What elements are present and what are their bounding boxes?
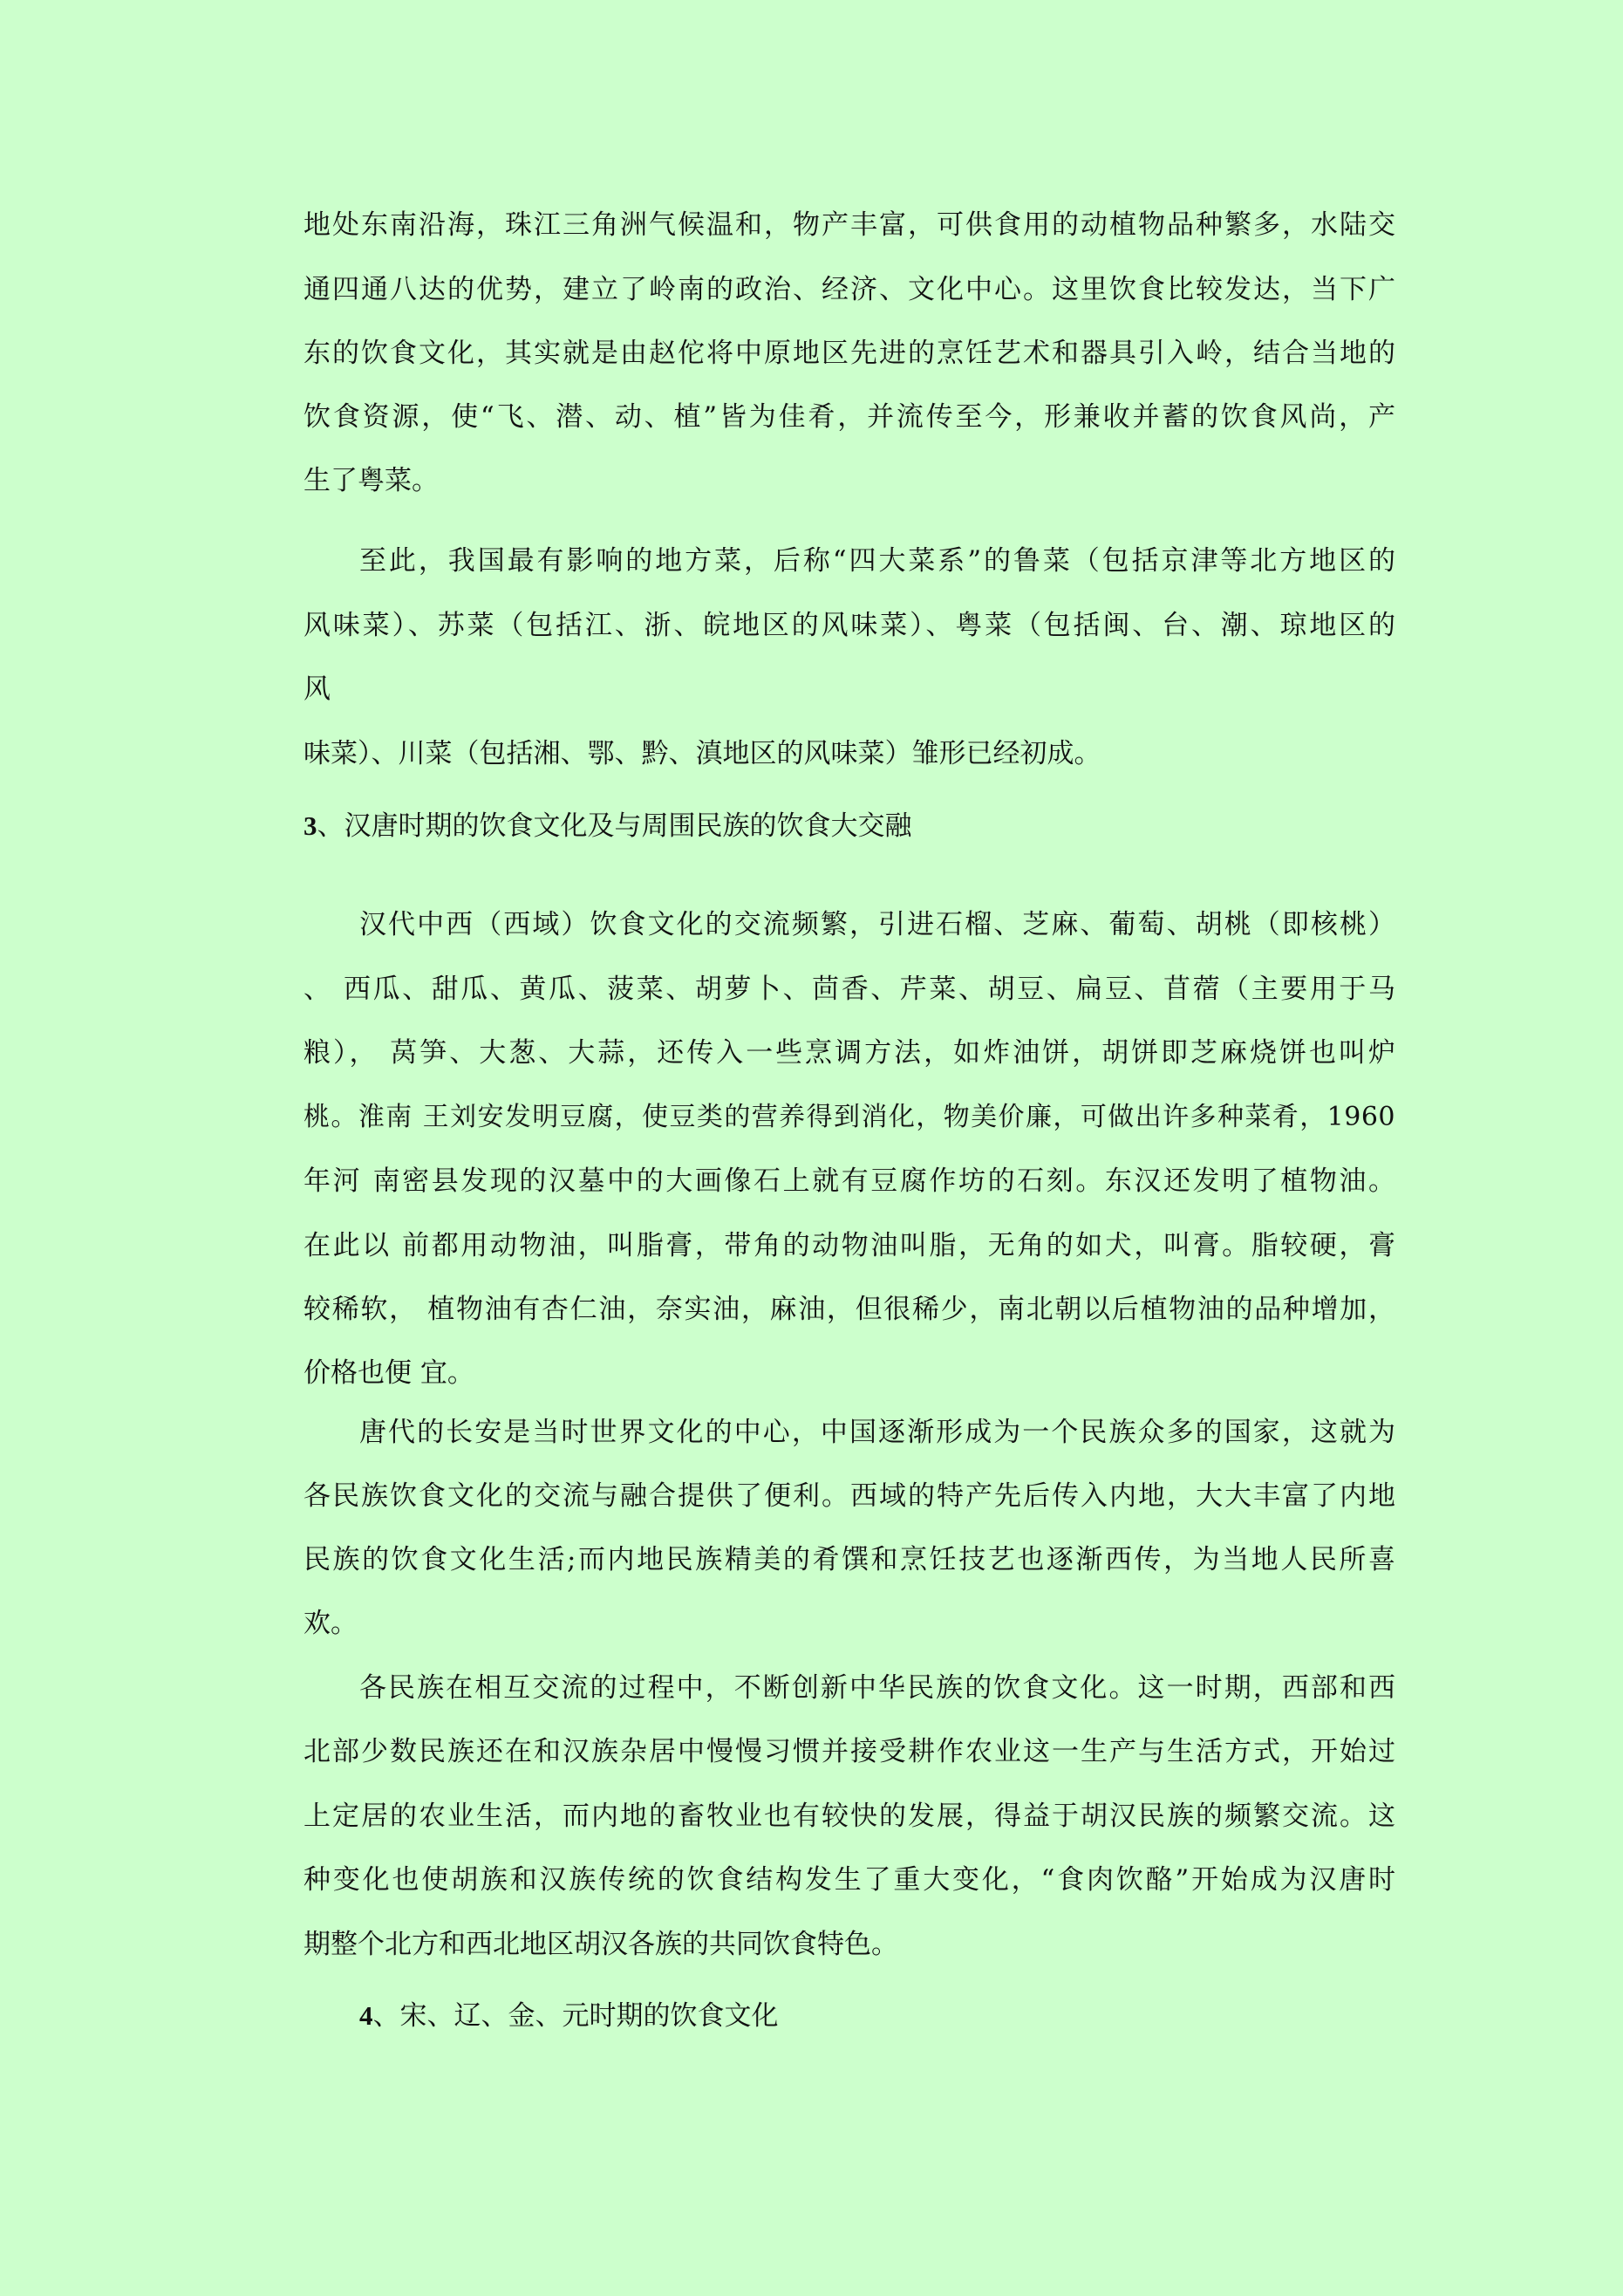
text-line: 价格也便 宜。 <box>303 1357 474 1389</box>
text-line: 在此以 前都用动物油，叫脂膏，带角的动物油叫脂，无角的如犬，叫膏。脂较硬，膏 <box>303 1230 1395 1261</box>
text-line: 种变化也使胡族和汉族传统的饮食结构发生了重大变化，“食肉饮酪”开始成为汉唐时 <box>303 1864 1395 1896</box>
text-line: 北部少数民族还在和汉族杂居中慢慢习惯并接受耕作农业这一生产与生活方式，开始过 <box>303 1736 1395 1767</box>
text-line: 唐代的长安是当时世界文化的中心，中国逐渐形成为一个民族众多的国家，这就为 <box>359 1417 1395 1448</box>
text-line: 汉代中西（西域）饮食文化的交流频繁，引进石榴、芝麻、葡萄、胡桃（即核桃） <box>359 909 1395 940</box>
heading-text: 、宋、辽、金、元时期的饮食文化 <box>372 2000 779 2032</box>
section-heading-4 <box>359 1999 779 2033</box>
heading-number: 4 <box>359 2000 373 2031</box>
text-line: 桃。淮南 王刘安发明豆腐，使豆类的营养得到消化，物美价廉，可做出许多种菜肴，1960 <box>303 1102 1395 1132</box>
text-line: 各民族在相互交流的过程中，不断创新中华民族的饮食文化。这一时期，西部和西 <box>359 1672 1395 1704</box>
text-line: 通四通八达的优势，建立了岭南的政治、经济、文化中心。这里饮食比较发达，当下广 <box>303 274 1395 305</box>
text-line: 风 <box>303 673 331 705</box>
text-line: 风味菜）、苏菜（包括江、浙、皖地区的风味菜）、粤菜（包括闽、台、潮、琼地区的 <box>303 610 1395 641</box>
heading-text: 、汉唐时期的饮食文化及与周围民族的饮食大交融 <box>317 810 912 842</box>
text-line: 上定居的农业生活，而内地的畜牧业也有较快的发展，得益于胡汉民族的频繁交流。这 <box>303 1801 1395 1832</box>
text-line: 、 西瓜、甜瓜、黄瓜、菠菜、胡萝卜、茴香、芹菜、胡豆、扁豆、苜蓿（主要用于马 <box>303 974 1395 1005</box>
text-line: 年河 南密县发现的汉墓中的大画像石上就有豆腐作坊的石刻。东汉还发明了植物油。 <box>303 1165 1395 1197</box>
text-line: 期整个北方和西北地区胡汉各族的共同饮食特色。 <box>303 1929 898 1960</box>
text-line: 生了粤菜。 <box>303 465 439 496</box>
text-line: 欢。 <box>303 1608 358 1639</box>
text-line: 饮食资源，使“飞、潜、动、植”皆为佳肴，并流传至今，形兼收并蓄的饮食风尚，产 <box>303 401 1395 433</box>
text-line: 味菜）、川菜（包括湘、鄂、黔、滇地区的风味菜）雏形已经初成。 <box>303 738 1101 769</box>
text-line: 地处东南沿海，珠江三角洲气候温和，物产丰富，可供食用的动植物品种繁多，水陆交 <box>303 209 1395 241</box>
text-line: 东的饮食文化，其实就是由赵佗将中原地区先进的烹饪艺术和器具引入岭，结合当地的 <box>303 338 1395 369</box>
text-line: 粮）， 莴笋、大葱、大蒜，还传入一些烹调方法，如炸油饼，胡饼即芝麻烧饼也叫炉 <box>303 1037 1395 1069</box>
text-line: 民族的饮食文化生活;而内地民族精美的肴馔和烹饪技艺也逐渐西传，为当地人民所喜 <box>303 1544 1395 1575</box>
text-line: 各民族饮食文化的交流与融合提供了便利。西域的特产先后传入内地，大大丰富了内地 <box>303 1480 1395 1512</box>
text-line: 较稀软， 植物油有杏仁油，奈实油，麻油，但很稀少，南北朝以后植物油的品种增加， <box>303 1294 1395 1325</box>
section-heading-3 <box>303 809 912 844</box>
text-line: 至此，我国最有影响的地方菜，后称“四大菜系”的鲁菜（包括京津等北方地区的 <box>359 545 1395 577</box>
heading-number: 3 <box>303 810 317 841</box>
